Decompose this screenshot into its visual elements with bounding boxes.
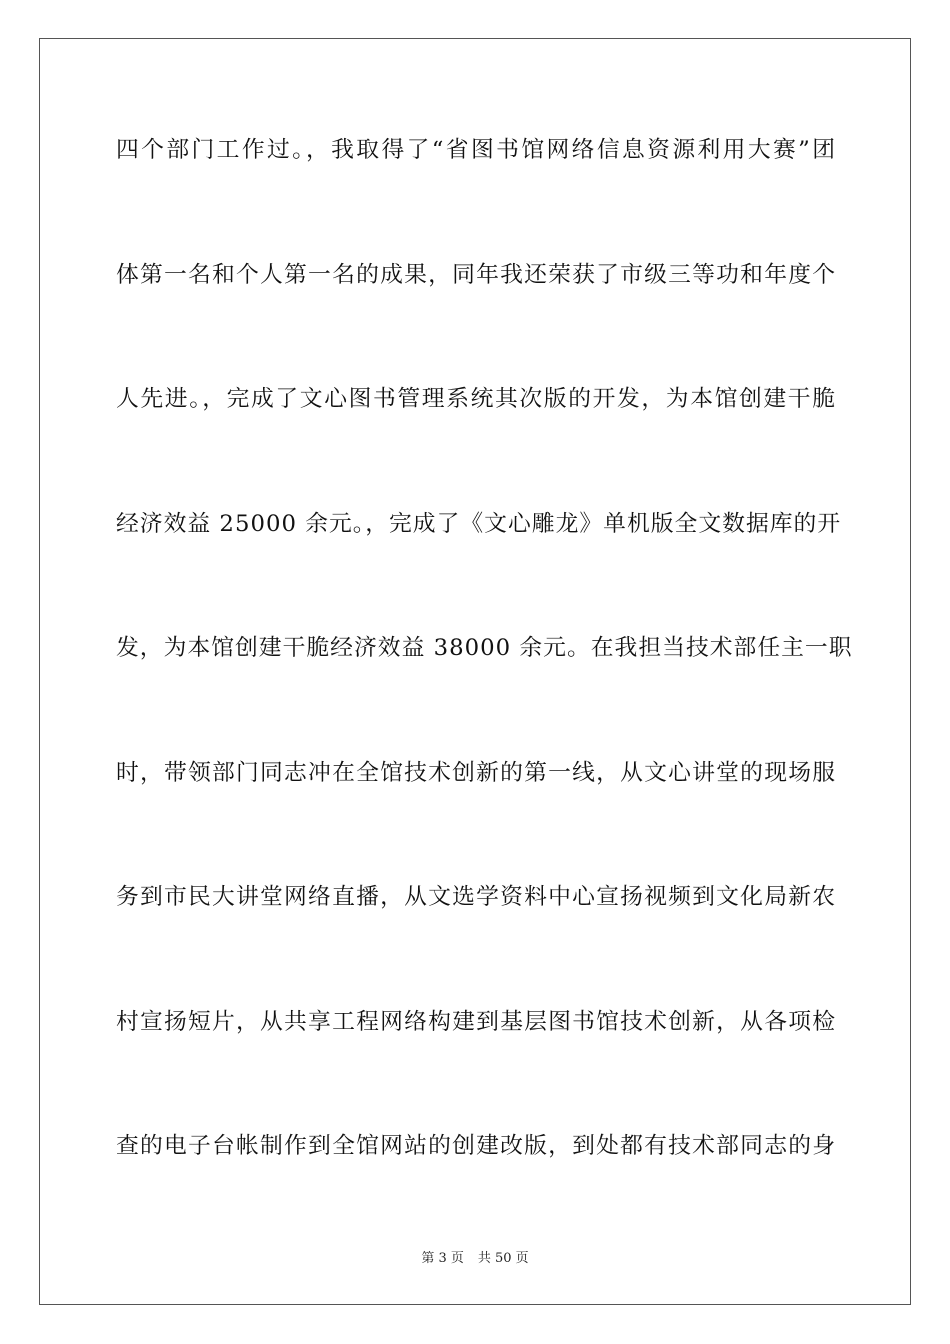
page-number: 第 3 页	[421, 1251, 464, 1266]
text-line: 查的电子台帐制作到全馆网站的创建改版，到处都有技术部同志的身	[116, 1133, 836, 1159]
text-line: 经济效益 25000 余元。，完成了《文心雕龙》单机版全文数据库的开	[116, 510, 842, 537]
text-line: 四个部门工作过。，我取得了“省图书馆网络信息资源利用大赛”团	[116, 137, 836, 163]
text-line: 体第一名和个人第一名的成果，同年我还荣获了市级三等功和年度个	[116, 261, 836, 288]
text-line: 时，带领部门同志冲在全馆技术创新的第一线，从文心讲堂的现场服	[116, 759, 836, 786]
text-line: 人先进。，完成了文心图书管理系统其次版的开发，为本馆创建干脆	[116, 386, 836, 412]
body-text	[116, 120, 853, 1241]
text-line: 发，为本馆创建干脆经济效益 38000 余元。在我担当技术部任主一职	[116, 635, 853, 661]
text-line: 务到市民大讲堂网络直播，从文选学资料中心宣扬视频到文化局新农	[116, 884, 836, 910]
text-line: 村宣扬短片，从共享工程网络构建到基层图书馆技术创新，从各项检	[116, 1008, 836, 1035]
page-footer	[0, 1247, 950, 1266]
page-total: 共 50 页	[477, 1251, 529, 1266]
